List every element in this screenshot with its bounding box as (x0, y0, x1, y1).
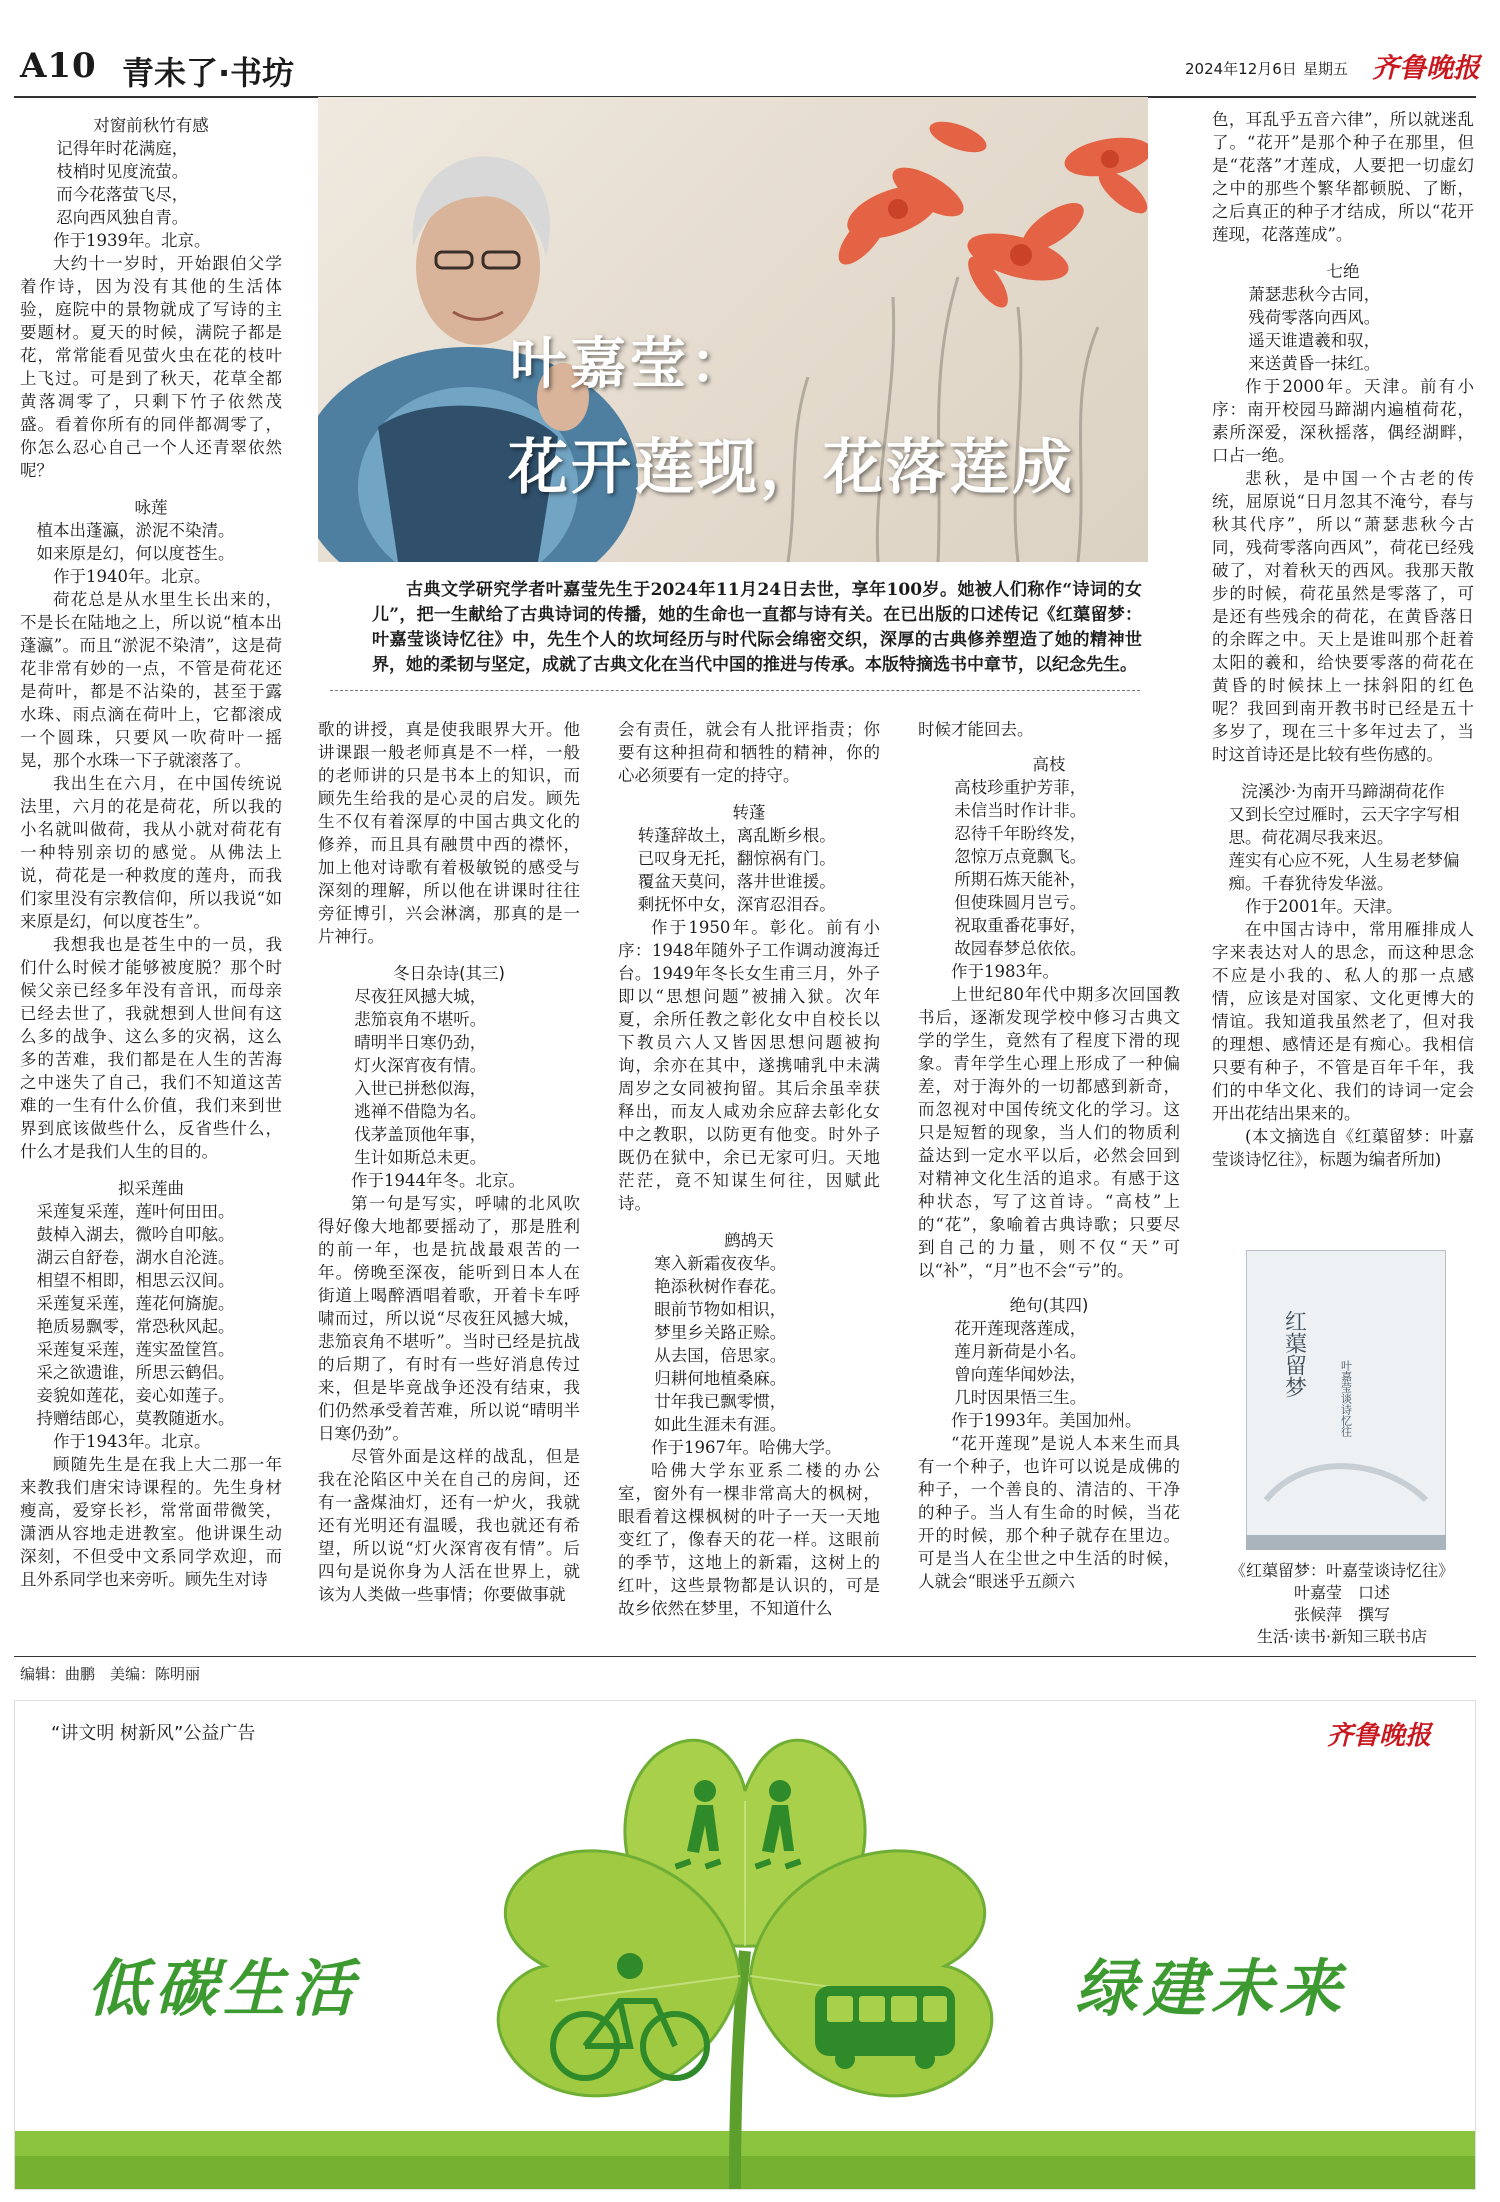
poem-line: 又到长空过雁时，云天字字写相思。荷花凋尽我来迟。 (1228, 805, 1460, 847)
poem-line: 持赠结郎心，莫教随逝水。 (36, 1409, 235, 1428)
poem-line: 曾向莲华闻妙法， (954, 1365, 1087, 1384)
poem-line: 忽惊万点竟飘飞。 (954, 847, 1087, 866)
poem-line: 伐茅盖顶他年事， (354, 1125, 487, 1144)
poem-line: 寒入新霜夜夜华。 (654, 1254, 787, 1273)
poem-title: 对窗前秋竹有感 (93, 116, 209, 135)
poem-line: 忍向西风独自青。 (56, 208, 189, 227)
poem-note: 作于1950年。彰化。前有小序：1948年随外子工作调动渡海迁台。1949年冬长女生甫三月，外子即以“思想问题”被捕入狱。次年夏，余所任教之彰化女中自校长以下教员六人又皆因思想问题被拘询，余亦在其中，遂携哺乳中未满周岁之女同被拘留。其后余虽幸获释出，而友人咸劝余应辞去彰化女中之教职，以防更有他变。时外子既仍在狱中，余已无家可归。天地茫茫，竟不知谋生何往，因赋此诗。 (618, 918, 880, 1213)
book-caption-writer: 张候萍 撰写 (1293, 1605, 1390, 1624)
body-paragraph: 第一句是写实，呼啸的北风吹得好像大地都要摇动了，那是胜利的前一年，也是抗战最艰苦的一年。傍晚至深夜，能听到日本人在街道上喝醉酒唱着歌，开着卡车呼啸而过，所以说“尽夜狂风撼大城，悲笳哀角不堪听”。当时已经是抗战的后期了，有时有一些好消息传过来，但是毕竟战争还没有结束，我们仍然承受着苦难，所以说“晴明半日寒仍劲”。 (318, 1194, 580, 1443)
poem-line: 覆盆天莫问，落井世谁援。 (637, 872, 836, 891)
poem-title: 拟采莲曲 (118, 1179, 184, 1198)
poem-title: 转蓬 (732, 803, 766, 822)
body-paragraph: 悲秋，是中国一个古老的传统，屈原说“日月忽其不淹兮，春与秋其代序”，所以“萧瑟悲秋今古同，残荷零落向西风”，荷花已经残破了，对着秋天的西风。我那天散步的时候，荷花虽然是零落了，可是还有些残余的荷花，在黄昏落日的余晖之中。天上是谁叫那个赶着太阳的羲和，给快要零落的荷花在黄昏的时候抹上一抹斜阳的红色呢？我回到南开教书时已经是五十多岁了，现在三十多年过去了，当时这首诗还是比较有些伤感的。 (1212, 469, 1474, 764)
poem-line: 湖云自舒卷，湖水自沦涟。 (36, 1248, 235, 1267)
body-paragraph: 歌的讲授，真是使我眼界大开。他讲课跟一般老师真是不一样，一般的老师讲的只是书本上的知识，而顾先生给我的是心灵的启发。顾先生不仅有着深厚的中国古典文化的修养，而且具有融贯中西的襟怀，加上他对诗歌有着极敏锐的感受与深刻的理解，所以他在讲课时往往旁征博引，兴会淋漓，那真的是一片神行。 (318, 720, 580, 946)
poem-line: 转蓬辞故土，离乱断乡根。 (637, 826, 836, 845)
body-paragraph: “花开莲现”是说人本来生而具有一个种子，也许可以说是成佛的种子，一个善良的、清洁的、干净的种子。当人有生命的时候，当花开的时候，那个种子就存在里边。可是当人在尘世之中生活的时候，人就会“眼迷乎五颜六 (918, 1434, 1180, 1591)
poem-line: 莲实有心应不死，人生易老梦偏痴。千春犹待发华滋。 (1228, 851, 1460, 893)
poem-line: 已叹身无托，翻惊祸有门。 (637, 849, 836, 868)
poem-line: 未信当时作计非。 (954, 801, 1087, 820)
poem-line: 相望不相即，相思云汉间。 (36, 1271, 235, 1290)
book-caption (1212, 1560, 1472, 1648)
book-caption-title: 《红蕖留梦：叶嘉莹谈诗忆往》 (1229, 1561, 1454, 1580)
article-column-4 (918, 718, 1180, 1653)
poem-line: 剩抚怀中女，深宵忍泪吞。 (637, 895, 836, 914)
body-paragraph: 我想我也是苍生中的一员，我们什么时候才能够被度脱？那个时候父亲已经多年没有音讯，而母亲已经去世了，我就想到人世间有这么多的战争、这么多的灾祸，这么多的苦难，我们都是在人生的苦海之中迷失了自己，我们不知道这苦难的一生有什么价值，我们来到世界到底该做些什么，反省些什么，什么才是我们人生的目的。 (20, 935, 282, 1161)
poem-title: 冬日杂诗(其三) (393, 964, 505, 983)
book-cover (1246, 1250, 1446, 1550)
poem-line: 艳添秋树作春花。 (654, 1277, 787, 1296)
poem-note: 作于1940年。北京。 (53, 567, 211, 586)
poem-line: 采之欲遗谁，所思云鹤侣。 (36, 1363, 235, 1382)
issue-date: 2024年12月6日 (1185, 60, 1297, 78)
poem-line: 如来原是幻，何以度苍生。 (36, 544, 235, 563)
poem-line: 但使珠圆月岂亏。 (954, 893, 1087, 912)
poem-line: 几时因果悟三生。 (954, 1388, 1087, 1407)
ad-label: “讲文明 树新风”公益广告 (51, 1723, 256, 1744)
poem-note: 作于1939年。北京。 (53, 231, 211, 250)
poem-line: 生计如斯总未更。 (354, 1148, 487, 1167)
poem-note: 作于1993年。美国加州。 (951, 1411, 1142, 1430)
poem-line: 残荷零落向西风。 (1248, 308, 1381, 327)
ad-paper-logo: 齐鲁晚报 (1327, 1721, 1432, 1751)
poem-title: 高枝 (1032, 755, 1066, 774)
poem-line: 忍待千年盼终发， (954, 824, 1087, 843)
poem-line: 眼前节物如相识， (654, 1300, 787, 1319)
book-cover-subtitle: 叶嘉莹谈诗忆往 (1339, 1360, 1353, 1437)
article-column-3 (618, 718, 880, 1653)
poem-line: 遥天谁遣羲和驭， (1248, 331, 1381, 350)
poem-line: 梦里乡关路正赊。 (654, 1323, 787, 1342)
poem-line: 采莲复采莲，莲叶何田田。 (36, 1202, 235, 1221)
poem-line: 高枝珍重护芳菲， (954, 778, 1087, 797)
poem-line: 悲笳哀角不堪听。 (354, 1010, 487, 1029)
poem-line: 来送黄昏一抹红。 (1248, 354, 1381, 373)
poem-line: 妾貌如莲花，妾心如莲子。 (36, 1386, 235, 1405)
footer-rule (14, 1656, 1476, 1657)
poem-line: 枝梢时见度流萤。 (56, 162, 189, 181)
body-paragraph: 大约十一岁时，开始跟伯父学着作诗，因为没有其他的生活体验，庭院中的景物就成了写诗的主要题材。夏天的时候，满院子都是花，常常能看见萤火虫在花的枝叶上飞过。可是到了秋天，花草全都黄落凋零了，只剩下竹子依然茂盛。看着你所有的同伴都凋零了，你怎么忍心自己一个人还青翠依然呢？ (20, 254, 282, 480)
poem-line: 植本出蓬瀛，淤泥不染清。 (36, 521, 235, 540)
poem-line: 廿年我已飘零惯， (654, 1392, 787, 1411)
poem-line: 逃禅不借隐为名。 (354, 1102, 487, 1121)
lede-divider (330, 690, 1140, 691)
poem-note: 作于2001年。天津。 (1245, 897, 1403, 916)
poem-line: 采莲复采莲，莲花何旖旎。 (36, 1294, 235, 1313)
section-title: 青未了·书坊 (122, 54, 295, 92)
source-note: (本文摘选自《红蕖留梦：叶嘉莹谈诗忆往》，标题为编者所加) (1212, 1127, 1474, 1169)
article-column-2 (318, 718, 580, 1653)
issue-weekday: 星期五 (1303, 60, 1349, 78)
poem-line: 入世已拼愁似海， (354, 1079, 487, 1098)
poem-line: 艳质易飘零，常恐秋风起。 (36, 1317, 235, 1336)
body-paragraph: 顾随先生是在我上大二那一年来教我们唐宋诗课程的。先生身材瘦高，爱穿长衫，常常面带微笑，潇洒从容地走进教室。他讲课生动深刻，不但受中文系同学欢迎，而且外系同学也来旁听。顾先生对诗 (20, 1455, 282, 1589)
article-lede: 古典文学研究学者叶嘉莹先生于2024年11月24日去世，享年100岁。她被人们称作“诗词的女儿”，把一生献给了古典诗词的传播，她的生命也一直都与诗有关。在已出版的口述传记《红蕖留梦：叶嘉莹谈诗忆往》中，先生个人的坎坷经历与时代际会绵密交织，深厚的古典修养塑造了她的精神世界，她的柔韧与坚定，成就了古典文化在当代中国的推进与传承。本版特摘选书中章节，以纪念先生。 (372, 580, 1142, 675)
poem-title: 咏莲 (134, 498, 168, 517)
body-paragraph: 色，耳乱乎五音六律”，所以就迷乱了。“花开”是那个种子在那里，但是“花落”才莲成，人要把一切虚幻之中的那些个繁华都顿脱、了断，之后真正的种子才结成，所以“花开莲现，花落莲成”。 (1212, 110, 1474, 244)
body-paragraph: 时候才能回去。 (918, 720, 1034, 739)
poem-line: 灯火深宵夜有情。 (354, 1056, 487, 1075)
body-paragraph: 上世纪80年代中期多次回国教书后，逐渐发现学校中修习古典文学的学生，竟然有了程度下滑的现象。青年学生心理上形成了一种偏差，对于海外的一切都感到新奇，而忽视对中国传统文化的学习。这只是短暂的现象，当人们的物质利益达到一定水平以后，必然会回到对精神文化生活的追求。有感于这种状态，写了这首诗。“高枝”上的“花”，象喻着古典诗歌；只要尽到自己的力量，则不仅“天”可以“补”，“月”也不会“亏”的。 (918, 985, 1180, 1280)
book-caption-author: 叶嘉莹 口述 (1293, 1583, 1390, 1602)
headline-line-1: 叶嘉莹： (510, 332, 750, 397)
poem-line: 采莲复采莲，莲实盈筐筥。 (36, 1340, 235, 1359)
poem-line: 而今花落萤飞尽， (56, 185, 189, 204)
poem-title: 绝句(其四) (1009, 1296, 1089, 1315)
poem-line: 萧瑟悲秋今古同， (1248, 285, 1381, 304)
poem-line: 归耕何地植桑麻。 (654, 1369, 787, 1388)
book-caption-publisher: 生活·读书·新知三联书店 (1256, 1627, 1428, 1646)
body-paragraph: 尽管外面是这样的战乱，但是我在沦陷区中关在自己的房间，还有一盏煤油灯，还有一炉火，我就还有光明还有温暖，我也就还有希望，所以说“灯火深宵夜有情”。后四句是说你身为人活在世界上，就该为人类做一些事情；你要做事就 (318, 1447, 580, 1604)
poem-line: 花开莲现落莲成， (954, 1319, 1087, 1338)
book-cover-art (1246, 1250, 1446, 1550)
editor-credits: 编辑：曲鹏 美编：陈明丽 (20, 1665, 201, 1683)
body-paragraph: 哈佛大学东亚系二楼的办公室，窗外有一棵非常高大的枫树，眼看着这棵枫树的叶子一天一天地变红了，像春天的花一样。这眼前的季节，这地上的新霜，这树上的红叶，这些景物都是认识的，可是故乡依然在梦里，不知道什么 (618, 1461, 880, 1618)
headline-line-2: 花开莲现，花落莲成 (508, 433, 1075, 503)
body-paragraph: 荷花总是从水里生长出来的，不是长在陆地之上，所以说“植本出蓬瀛”。而且“淤泥不染清”，这是荷花非常有妙的一点，不管是荷花还是荷叶，都是不沾染的，甚至于露水珠、雨点滴在荷叶上，它都滚成一个圆珠，只要风一吹荷叶一摇晃，那个水珠一下子就滚落了。 (20, 590, 282, 770)
poem-note: 作于1967年。哈佛大学。 (651, 1438, 842, 1457)
poem-line: 故园春梦总依依。 (954, 939, 1087, 958)
paper-logo: 齐鲁晚报 (1372, 53, 1480, 84)
poem-note: 作于1983年。 (951, 962, 1059, 981)
poem-line: 记得年时花满庭， (56, 139, 189, 158)
poem-note: 作于1943年。北京。 (53, 1432, 211, 1451)
page-number: A10 (20, 46, 97, 86)
poem-title: 鹧鸪天 (724, 1231, 774, 1250)
poem-line: 如此生涯未有涯。 (654, 1415, 787, 1434)
poem-line: 所期石炼天能补， (954, 870, 1087, 889)
poem-line: 莲月新荷是小名。 (954, 1342, 1087, 1361)
ad-slogan-right: 绿建未来 (1075, 1952, 1348, 2025)
article-column-5 (1212, 108, 1474, 1243)
poem-line: 鼓棹入湖去，微吟自叩舷。 (36, 1225, 235, 1244)
book-cover-title: 红蕖留梦 (1281, 1310, 1307, 1398)
poem-title: 浣溪沙·为南开马蹄湖荷花作 (1241, 782, 1445, 801)
poem-line: 晴明半日寒仍劲， (354, 1033, 487, 1052)
article-column-1 (20, 108, 282, 1653)
public-service-ad (14, 1700, 1476, 2190)
body-paragraph: 在中国古诗中，常用雁排成人字来表达对人的思念，而这种思念不应是小我的、私人的那一点感情，应该是对国家、文化更博大的情谊。我知道我虽然老了，但对我的理想、感情还是有痴心。我相信只要有种子，不管是百年千年，我们的中华文化、我们的诗词一定会开出花结出果来的。 (1212, 920, 1474, 1123)
body-paragraph: 会有责任，就会有人批评指责；你要有这种担荷和牺牲的精神，你的心必须要有一定的持守。 (618, 720, 880, 785)
poem-title: 七绝 (1326, 262, 1360, 281)
poem-line: 祝取重番花事好， (954, 916, 1087, 935)
ad-slogan-left: 低碳生活 (87, 1952, 360, 2025)
poem-line: 从去国，倍思家。 (654, 1346, 787, 1365)
poem-note: 作于2000年。天津。前有小序：南开校园马蹄湖内遍植荷花，素所深爱，深秋摇落，偶经湖畔，口占一绝。 (1212, 377, 1474, 465)
poem-note: 作于1944年冬。北京。 (351, 1171, 525, 1190)
poem-line: 尽夜狂风撼大城， (354, 987, 487, 1006)
body-paragraph: 我出生在六月，在中国传统说法里，六月的花是荷花，所以我的小名就叫做荷，我从小就对荷花有一种特别亲切的感觉。从佛法上说，荷花是一种救度的莲舟，而我们家里没有宗教信仰，所以我说“如来原是幻，何以度苍生”。 (20, 774, 282, 931)
